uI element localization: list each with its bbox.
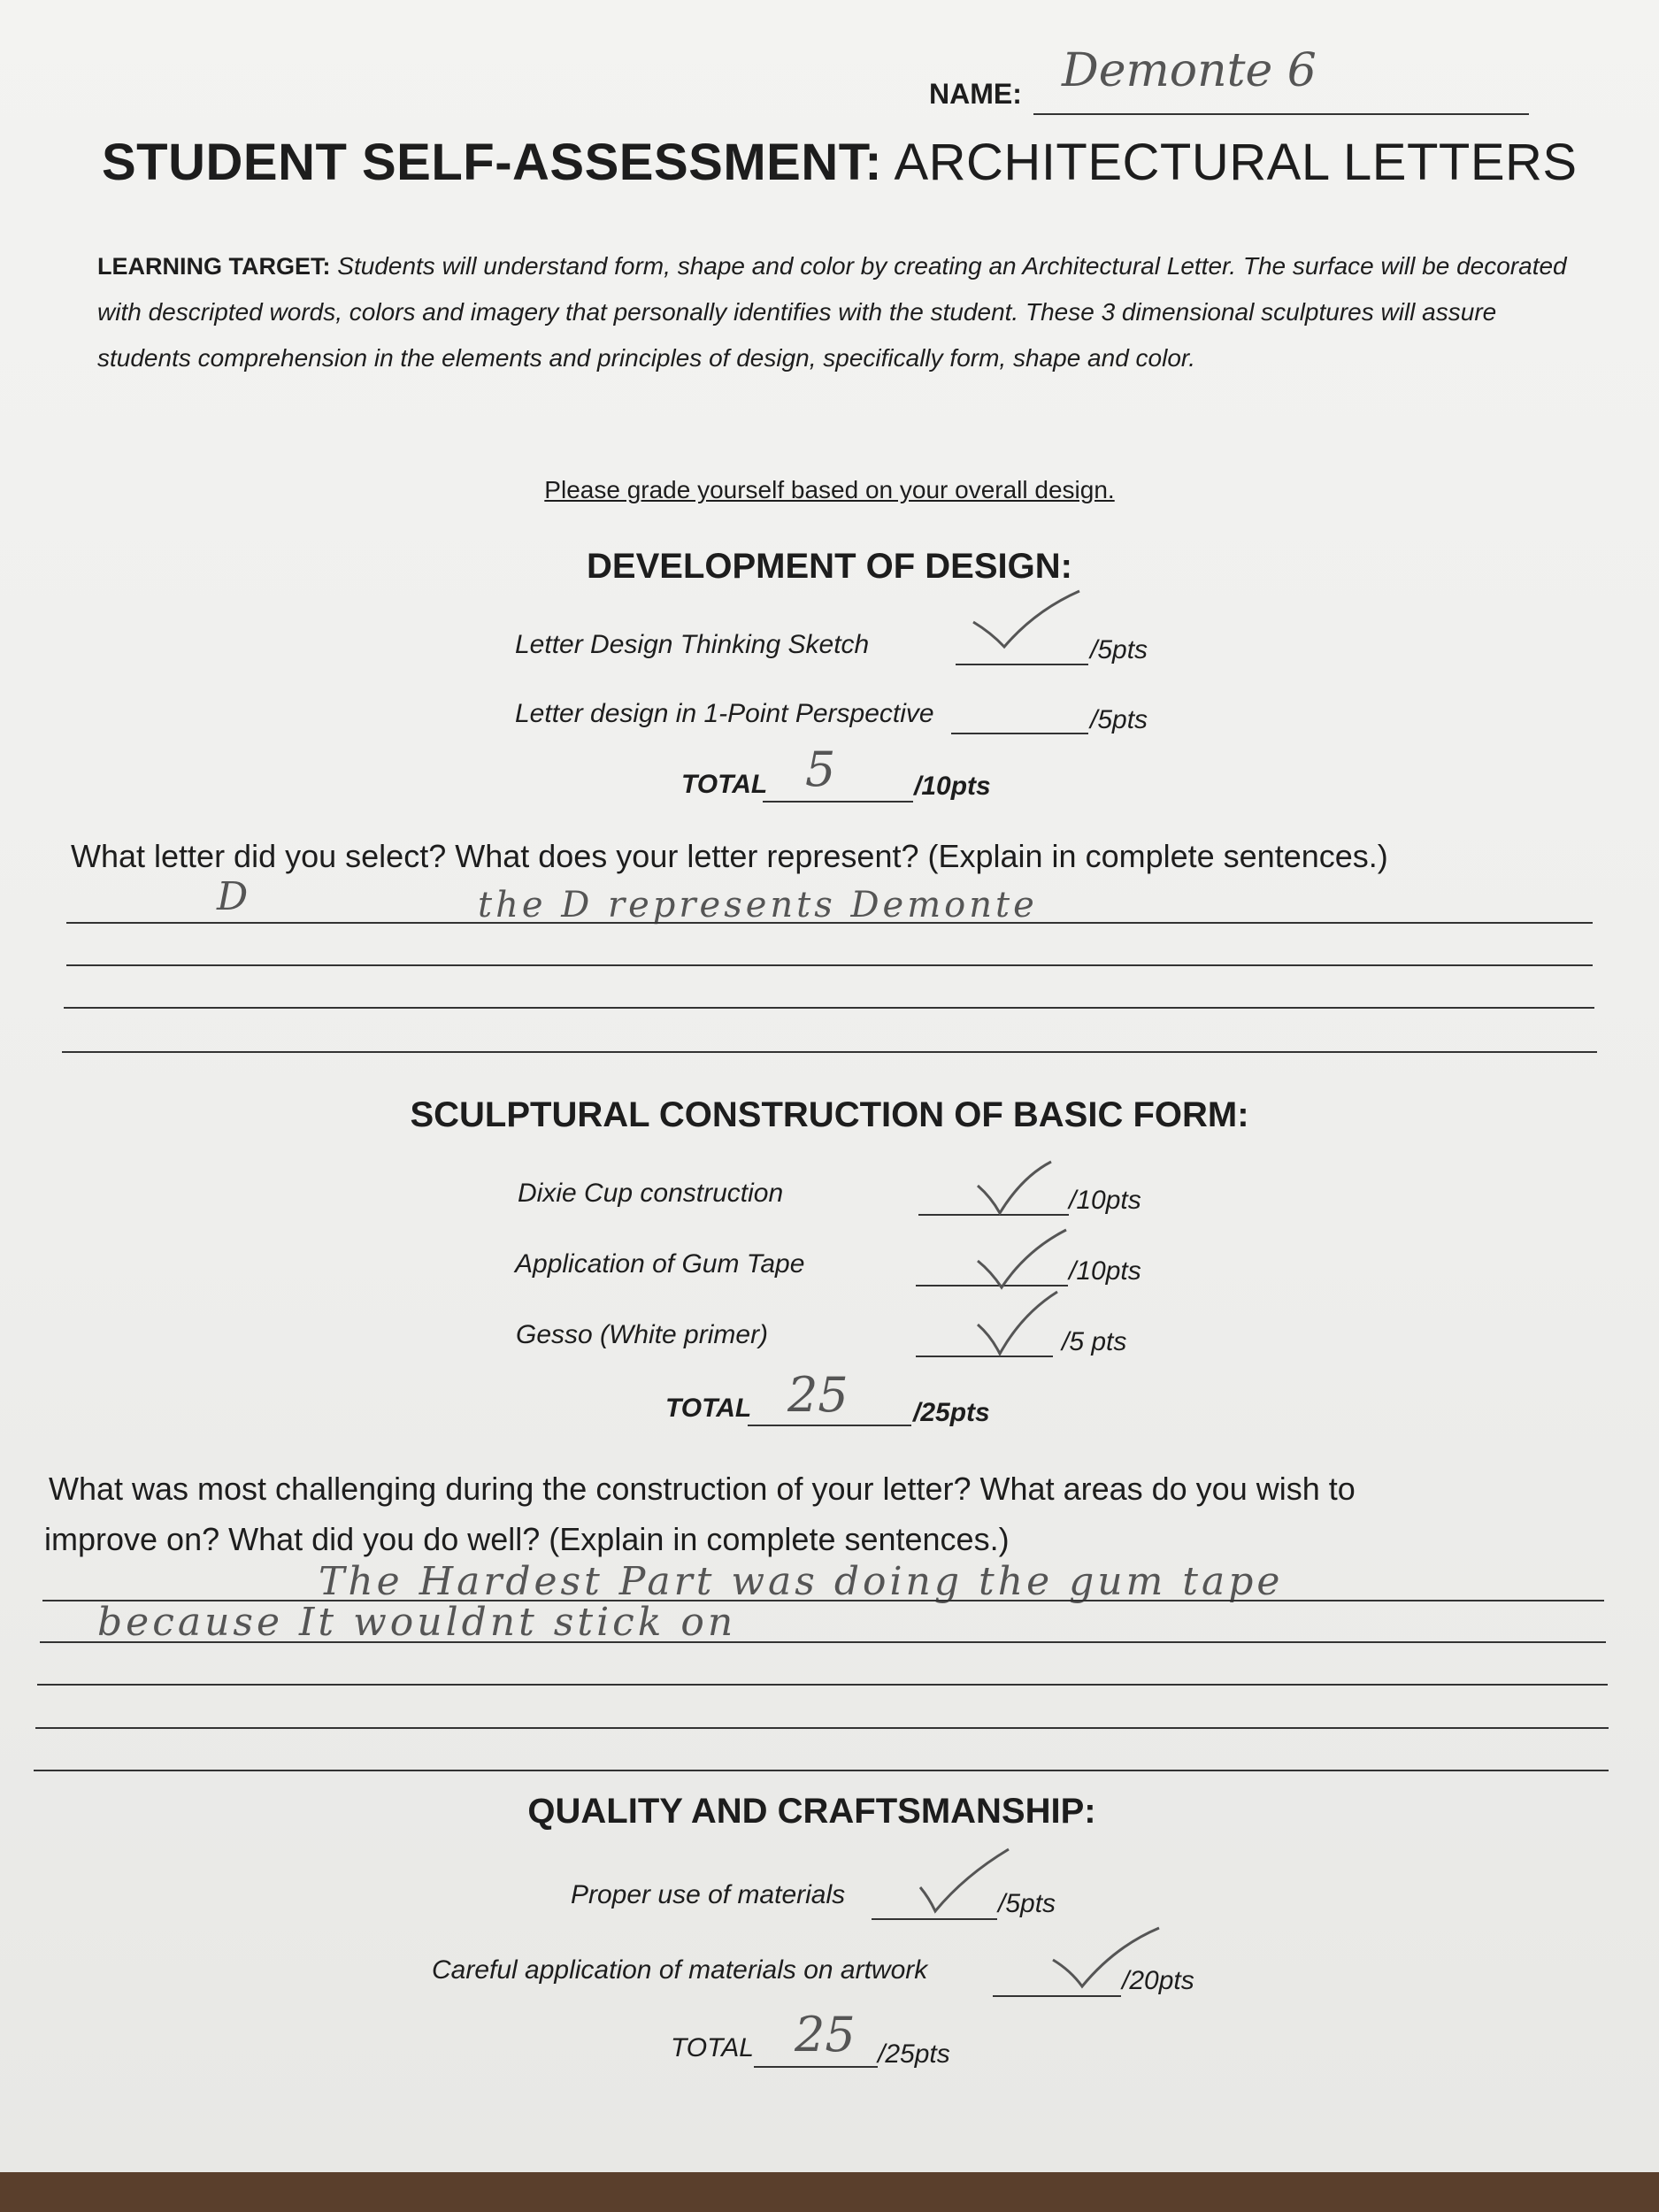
answer-line[interactable]	[66, 964, 1593, 966]
item-label: Careful application of materials on artwork	[432, 1955, 928, 1985]
points-label: /10pts	[1069, 1186, 1141, 1215]
learning-target-label: LEARNING TARGET:	[97, 253, 331, 280]
name-underline	[1033, 113, 1529, 115]
answer-line[interactable]	[62, 1051, 1597, 1053]
title-bold: STUDENT SELF-ASSESSMENT:	[102, 134, 883, 191]
total-label: TOTAL	[681, 770, 768, 799]
answer-line[interactable]	[64, 1007, 1594, 1009]
points-label: /5 pts	[1062, 1327, 1127, 1356]
total-points: /25pts	[913, 1398, 990, 1427]
total-label: TOTAL	[671, 2033, 754, 2062]
total-blank[interactable]	[748, 1425, 911, 1426]
answer-line[interactable]	[34, 1770, 1609, 1771]
item-label: Gesso (White primer)	[516, 1320, 769, 1349]
total-handwritten: 5	[805, 741, 836, 797]
section-heading-development: DEVELOPMENT OF DESIGN:	[587, 547, 1072, 586]
answer-letter-handwritten: D	[217, 874, 252, 919]
points-label: /20pts	[1122, 1966, 1194, 1995]
learning-target-text: Students will understand form, shape and color by creating an Architectural Letter. The surface will be decorated with descripted words, colors and imagery that personally identifies with the student. These 3 dimensional sculptures will assure students comprehension in the elements and principles of design, specifically form, shape and color.	[97, 252, 1567, 372]
answer-line[interactable]	[37, 1684, 1608, 1686]
checkmark-icon	[973, 1155, 1053, 1217]
instruction-text: Please grade yourself based on your overall design.	[544, 476, 1115, 503]
answer-line[interactable]	[42, 1600, 1604, 1601]
learning-target	[97, 243, 1575, 381]
points-label: /5pts	[1090, 635, 1148, 664]
title-rest: ARCHITECTURAL LETTERS	[882, 134, 1578, 191]
total-handwritten: 25	[787, 1367, 849, 1423]
page-title	[102, 133, 1578, 192]
score-blank[interactable]	[956, 664, 1088, 665]
answer-line[interactable]	[66, 922, 1593, 924]
name-label: NAME:	[929, 78, 1022, 110]
score-blank[interactable]	[872, 1918, 997, 1920]
checkmark-icon	[973, 1225, 1071, 1292]
item-label: Proper use of materials	[571, 1880, 846, 1909]
answer-challenge-handwritten-1: The Hardest Part was doing the gum tape	[319, 1559, 1284, 1604]
name-row	[929, 44, 1531, 124]
answer-line[interactable]	[40, 1641, 1606, 1643]
grading-instruction	[0, 476, 1659, 504]
total-points: /25pts	[878, 2039, 950, 2069]
checkmark-icon	[969, 588, 1084, 650]
section-heading-craftsmanship: QUALITY AND CRAFTSMANSHIP:	[527, 1792, 1096, 1831]
answer-represent-handwritten: the D represents Demonte	[478, 885, 1038, 926]
points-label: /5pts	[1090, 705, 1148, 734]
item-label: Dixie Cup construction	[518, 1179, 784, 1208]
item-label: Letter Design Thinking Sketch	[515, 630, 870, 659]
checkmark-icon	[1048, 1924, 1164, 1991]
total-blank[interactable]	[754, 2066, 878, 2068]
item-label: Letter design in 1-Point Perspective	[515, 699, 934, 728]
name-handwritten: Demonte 6	[1062, 44, 1317, 97]
score-blank[interactable]	[951, 733, 1088, 734]
total-blank[interactable]	[763, 801, 913, 803]
section-heading-construction: SCULPTURAL CONSTRUCTION OF BASIC FORM:	[410, 1095, 1249, 1134]
total-points: /10pts	[914, 772, 991, 801]
checkmark-icon	[973, 1287, 1062, 1358]
points-label: /10pts	[1069, 1256, 1141, 1286]
total-handwritten: 25	[795, 2007, 856, 2062]
answer-line[interactable]	[35, 1727, 1609, 1729]
checkmark-icon	[916, 1845, 1013, 1916]
item-label: Application of Gum Tape	[515, 1249, 805, 1279]
points-label: /5pts	[998, 1889, 1056, 1918]
table-surface	[0, 2172, 1659, 2212]
question-challenge-line1: What was most challenging during the construction of your letter? What areas do you wish to	[49, 1471, 1356, 1507]
answer-challenge-handwritten-2: because It wouldnt stick on	[97, 1600, 737, 1645]
total-label: TOTAL	[665, 1394, 752, 1423]
score-blank[interactable]	[993, 1995, 1121, 1997]
question-letter: What letter did you select? What does your letter represent? (Explain in complete sentences.)	[71, 838, 1388, 874]
question-challenge-line2: improve on? What did you do well? (Explain in complete sentences.)	[44, 1521, 1010, 1557]
